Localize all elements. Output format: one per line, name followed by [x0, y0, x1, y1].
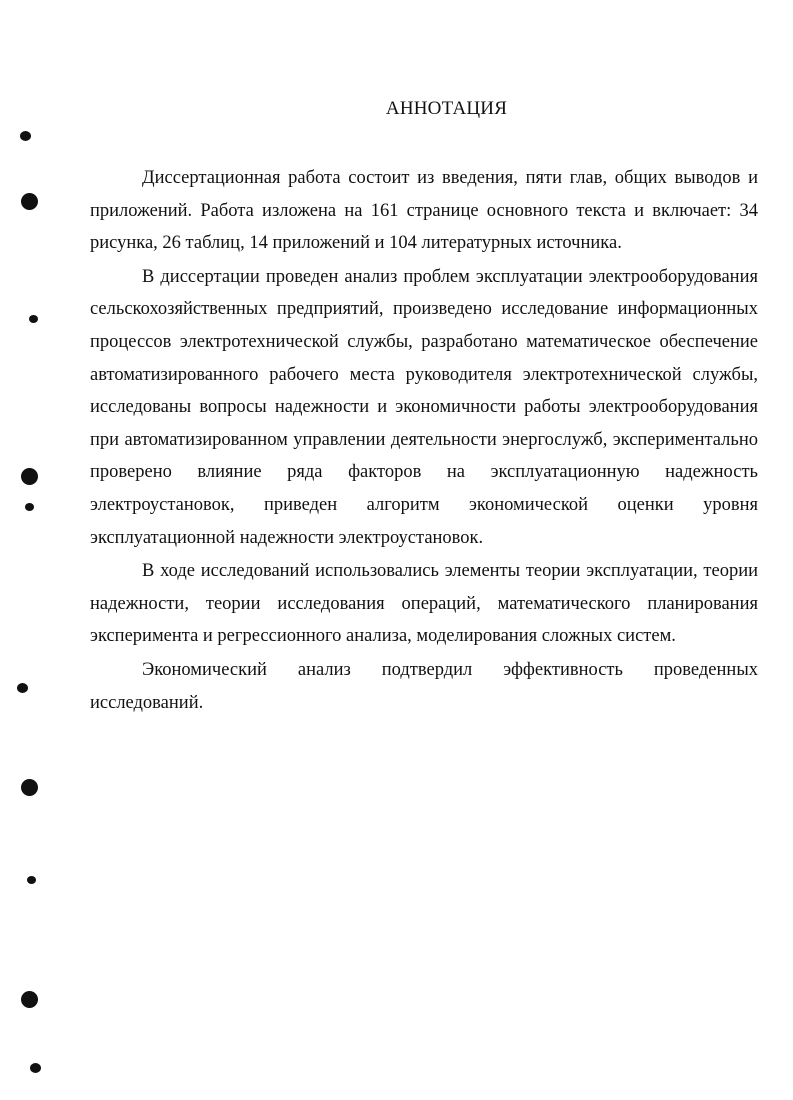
paragraph-methods: В ходе исследований использовались элементы теории эксплуатации, теории надежности, теории исследования операций, математического планирования эксперимента и регрессионного анализа, моделирования сложных систем.: [90, 561, 758, 647]
punch-hole-mark: [21, 193, 38, 210]
paragraph-conclusion: Экономический анализ подтвердил эффективность проведенных исследований.: [90, 659, 758, 713]
punch-hole-mark: [21, 468, 38, 485]
punch-hole-mark: [29, 315, 38, 323]
punch-hole-mark: [27, 876, 36, 884]
paragraph-structure: Диссертационная работа состоит из введения, пяти глав, общих выводов и приложений. Работа изложена на 161 странице основного текста и включает: 34 рисунка, 26 таблиц, 14 приложений и 104 литературных источника.: [90, 168, 758, 254]
punch-hole-mark: [21, 991, 38, 1008]
punch-hole-mark: [20, 131, 31, 141]
annotation-body: [90, 162, 758, 719]
page-title: АННОТАЦИЯ: [385, 98, 508, 119]
punch-hole-mark: [21, 779, 38, 796]
paragraph-content: В диссертации проведен анализ проблем эксплуатации электрооборудования сельскохозяйственных предприятий, произведено исследование информационных процессов электротехнической службы, разработано математическое обеспечение автоматизированного рабочего места руководителя электротехнической службы, исследованы вопросы надежности и экономичности работы электрооборудования при автоматизированном управлении деятельности энергослужб, экспериментально проверено влияние ряда факторов на эксплуатационную надежность электроустановок, приведен алгоритм экономической оценки уровня эксплуатационной надежности электроустановок.: [90, 266, 758, 548]
punch-hole-mark: [25, 503, 34, 511]
punch-hole-mark: [30, 1063, 41, 1073]
punch-hole-mark: [17, 683, 28, 693]
